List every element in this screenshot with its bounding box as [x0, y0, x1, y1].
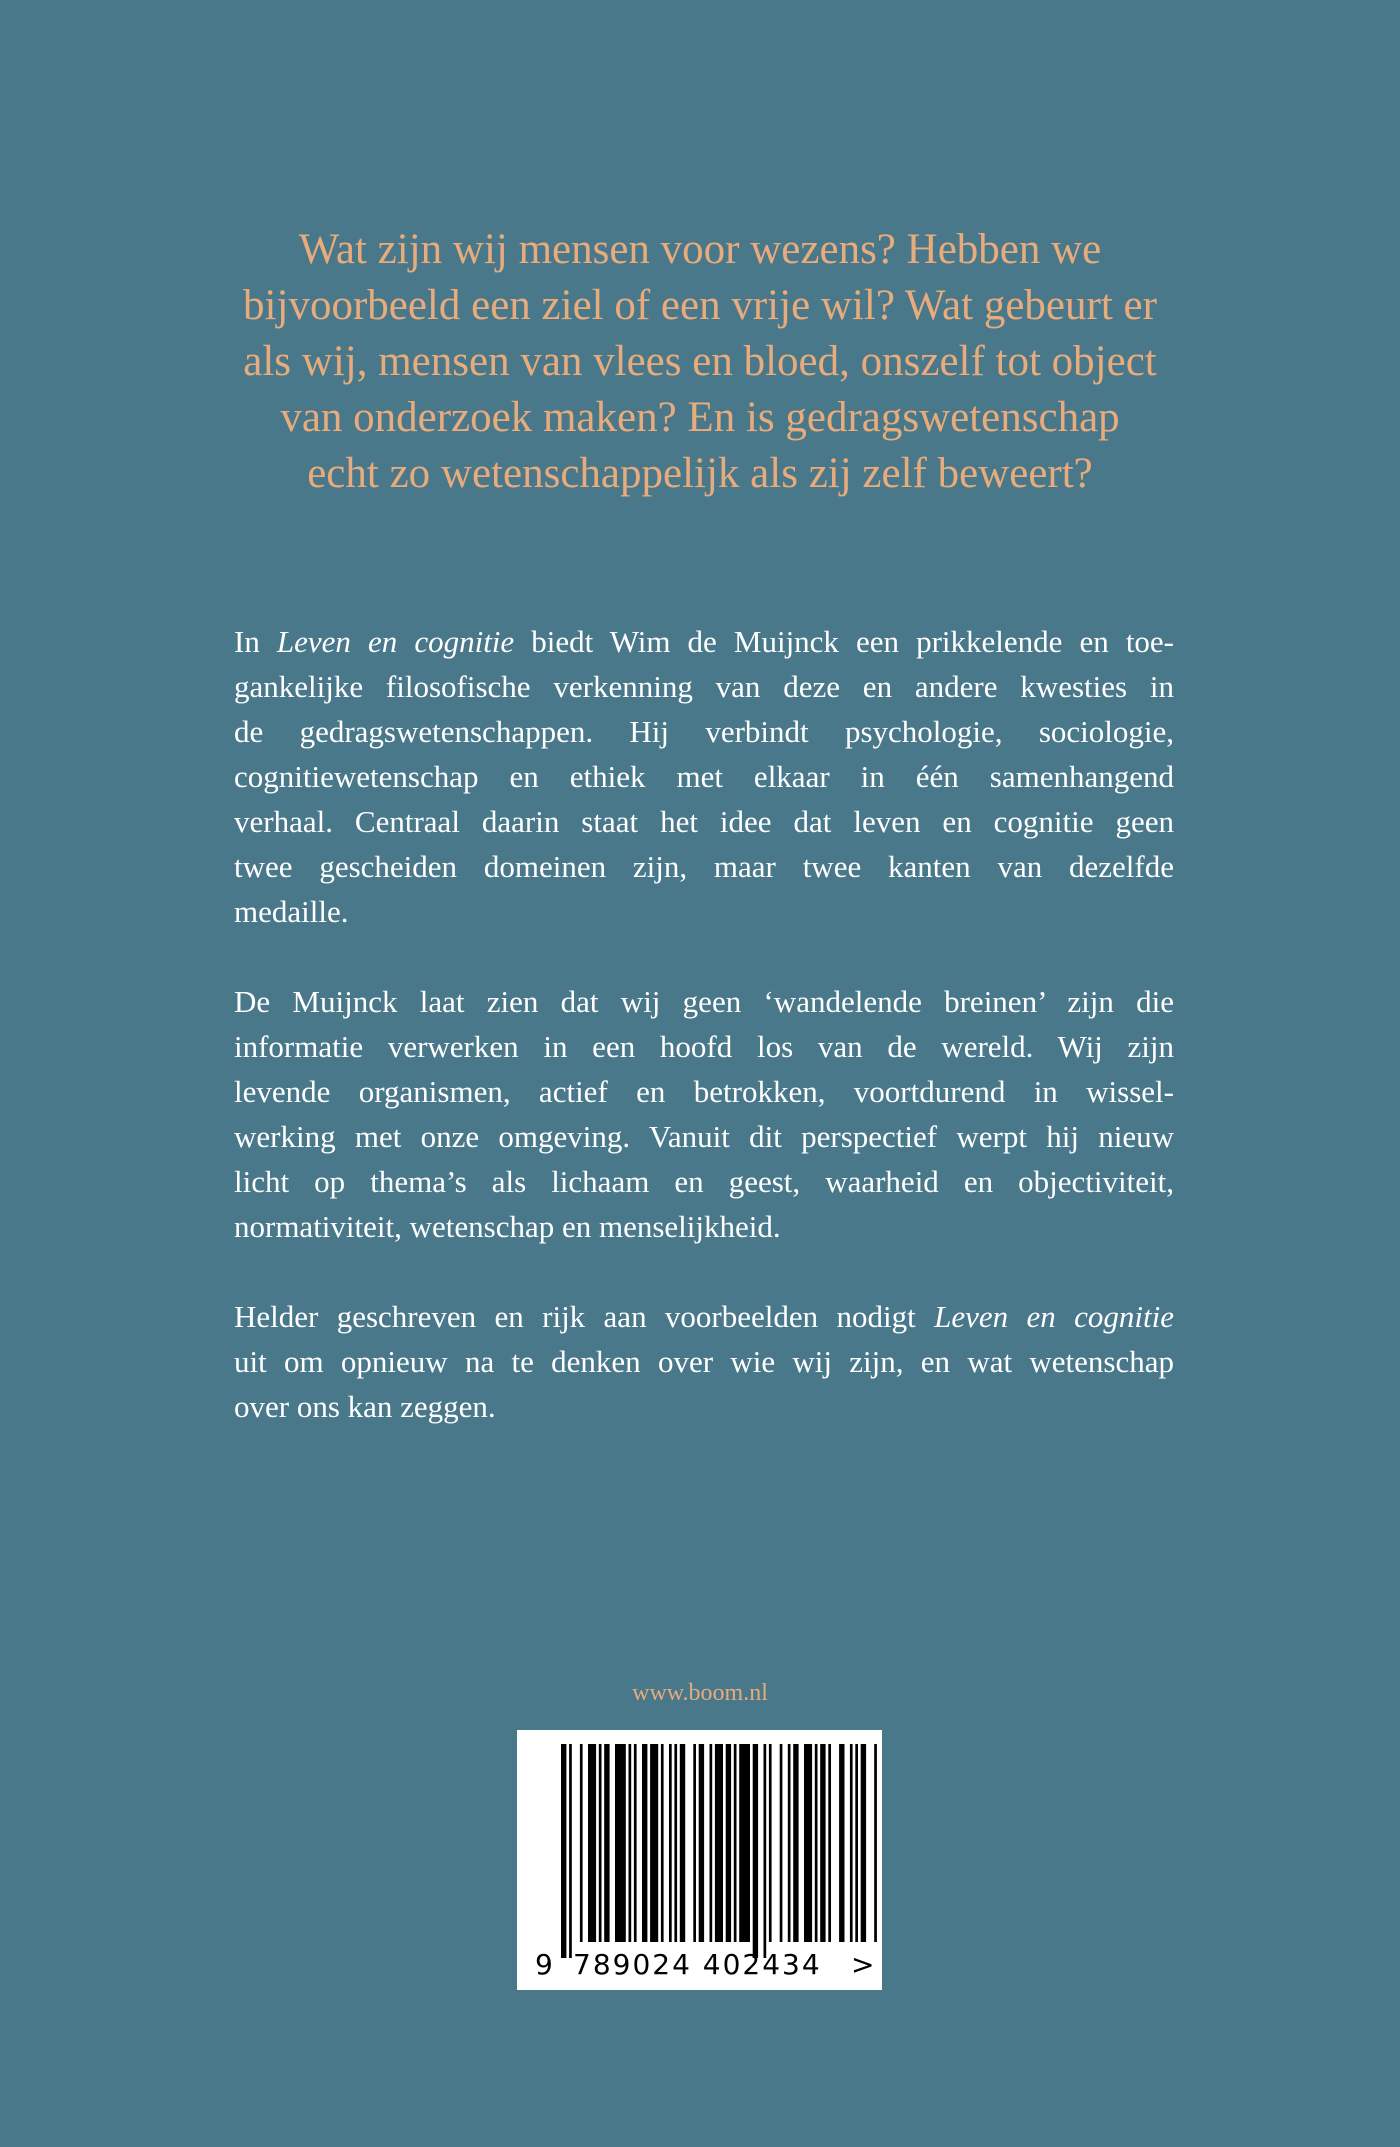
- book-title-italic: Leven en cognitie: [934, 1299, 1174, 1334]
- blurb-paragraph-3: [234, 1294, 1174, 1429]
- blurb-text: [234, 619, 1174, 1474]
- barcode-bar: [861, 1744, 866, 1942]
- isbn-barcode: [517, 1730, 882, 1990]
- blurb-paragraph-1: [234, 619, 1174, 934]
- blurb-line: levende organismen, actief en betrokken, voortdurend in wissel-: [234, 1074, 1174, 1109]
- barcode-bar: [820, 1744, 825, 1942]
- blurb-line: de gedragswetenschappen. Hij verbindt psychologie, sociologie,: [234, 714, 1174, 749]
- lead-line: als wij, mensen van vlees en bloed, onszelf tot object: [243, 338, 1157, 385]
- barcode-bar: [699, 1744, 704, 1942]
- barcode-bar: [788, 1744, 791, 1942]
- lead-line: Wat zijn wij mensen voor wezens? Hebben we: [298, 226, 1102, 273]
- barcode-first-digit: 9: [535, 1948, 553, 1981]
- blurb-line: cognitiewetenschap en ethiek met elkaar in één samenhangend: [234, 759, 1174, 794]
- blurb-line: over ons kan zeggen.: [234, 1389, 496, 1424]
- barcode-bar: [855, 1744, 858, 1942]
- barcode-digits: [517, 1948, 882, 1984]
- barcode-bar: [839, 1744, 844, 1942]
- barcode-bar: [769, 1744, 772, 1942]
- barcode-bar: [650, 1744, 658, 1942]
- text-run: In: [234, 624, 277, 659]
- blurb-paragraph-2: [234, 979, 1174, 1249]
- lead-line: bijvoorbeeld een ziel of een vrije wil? Wat gebeurt er: [243, 282, 1157, 329]
- barcode-bar: [588, 1744, 596, 1942]
- blurb-line: gankelijke filosofische verkenning van deze en andere kwesties in: [234, 669, 1174, 704]
- blurb-line: medaille.: [234, 894, 349, 929]
- barcode-bar: [793, 1744, 798, 1942]
- barcode-number: 789024 402434: [573, 1948, 822, 1981]
- lead-line: echt zo wetenschappelijk als zij zelf beweert?: [307, 450, 1093, 497]
- barcode-bar: [739, 1744, 750, 1942]
- barcode-bar: [580, 1744, 583, 1942]
- barcode-bar: [629, 1744, 632, 1942]
- barcode-bar: [669, 1744, 672, 1942]
- barcode-bar: [734, 1744, 737, 1942]
- blurb-line: De Muijnck laat zien dat wij geen ‘wandelende breinen’ zijn die: [234, 984, 1174, 1019]
- barcode-bar: [715, 1744, 723, 1942]
- barcode-bar: [642, 1744, 647, 1942]
- barcode-bar: [674, 1744, 677, 1942]
- barcode-bar: [680, 1744, 685, 1942]
- barcode-bar: [561, 1744, 566, 1958]
- barcode-bar: [693, 1744, 696, 1942]
- barcode-bar: [815, 1744, 818, 1942]
- blurb-line: informatie verwerken in een hoofd los van de wereld. Wij zijn: [234, 1029, 1174, 1064]
- publisher-url: www.boom.nl: [632, 1680, 768, 1706]
- barcode-bar: [780, 1744, 783, 1942]
- blurb-line: [234, 619, 1174, 664]
- blurb-line: licht op thema’s als lichaam en geest, waarheid en objectiviteit,: [234, 1164, 1174, 1199]
- barcode-bar: [874, 1744, 877, 1942]
- blurb-line: uit om opnieuw na te denken over wie wij zijn, en wat wetenschap: [234, 1344, 1174, 1379]
- barcode-bar: [604, 1744, 609, 1942]
- barcode-bar: [615, 1744, 626, 1942]
- book-title-italic: Leven en cognitie: [276, 624, 515, 659]
- barcode-bar: [850, 1744, 853, 1942]
- blurb-line: werking met onze omgeving. Vanuit dit perspectief werpt hij nieuw: [234, 1119, 1174, 1154]
- barcode-arrow: >: [851, 1948, 875, 1981]
- barcode-bar: [764, 1744, 767, 1958]
- barcode-bar: [828, 1744, 831, 1942]
- blurb-line: [234, 1294, 1174, 1339]
- barcode-bar: [804, 1744, 812, 1942]
- text-run: biedt Wim de Muijnck een prikkelende en toe-: [514, 624, 1175, 659]
- blurb-line: twee gescheiden domeinen zijn, maar twee kanten van dezelfde: [234, 849, 1174, 884]
- blurb-line: verhaal. Centraal daarin staat het idee dat leven en cognitie geen: [234, 804, 1174, 839]
- text-run: Helder geschreven en rijk aan voorbeelden nodigt: [234, 1299, 935, 1334]
- blurb-line: normativiteit, wetenschap en menselijkheid.: [234, 1209, 781, 1244]
- barcode-bar: [710, 1744, 713, 1942]
- barcode-bar: [661, 1744, 664, 1942]
- barcode-bar: [753, 1744, 758, 1958]
- barcode-bar: [569, 1744, 572, 1958]
- barcode-bar: [726, 1744, 731, 1942]
- lead-question-block: [180, 222, 1220, 502]
- barcode-bar: [634, 1744, 637, 1942]
- lead-line: van onderzoek maken? En is gedragswetenschap: [280, 394, 1120, 441]
- barcode-bar: [599, 1744, 602, 1942]
